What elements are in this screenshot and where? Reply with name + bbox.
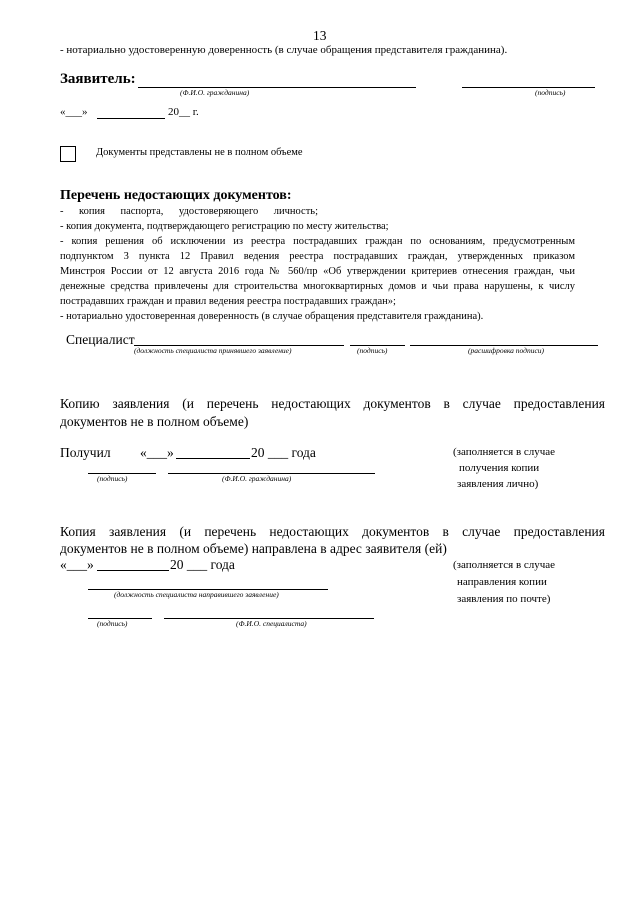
received-heading-line1: Копию заявления (и перечень недостающих документов в случае предоставления: [60, 396, 605, 411]
sent-date-year: 20 ___ года: [170, 557, 235, 572]
sent-fio-caption: (Ф.И.О. специалиста): [236, 619, 307, 628]
missing-documents-title: Перечень недостающих документов:: [60, 188, 292, 203]
applicant-fio-caption: (Ф.И.О. гражданина): [180, 88, 250, 97]
received-date-year: 20 ___ года: [251, 445, 316, 460]
applicant-sign-caption: (подпись): [535, 88, 566, 97]
list-item: - копия решения об исключении из реестра пострадавших граждан по основаниям, предусмотренным: [60, 236, 575, 247]
specialist-label: Специалист: [66, 332, 135, 347]
sent-heading-line2: документов не в полном объеме) направлена в адрес заявителя (ей): [60, 541, 447, 556]
sent-heading-line1: Копия заявления (и перечень недостающих документов в случае предоставления: [60, 524, 605, 539]
list-item: - копия паспорта, удостоверяющего личность;: [60, 206, 318, 217]
list-item: - копия документа, подтверждающего регистрацию по месту жительства;: [60, 221, 389, 232]
sent-date-month-line[interactable]: [97, 570, 169, 571]
specialist-decode-caption: (расшифровка подписи): [468, 346, 545, 355]
page-number: 13: [313, 28, 327, 43]
top-note: - нотариально удостоверенную доверенность (в случае обращения представителя гражданина).: [60, 44, 508, 56]
applicant-date-month-line[interactable]: [97, 118, 165, 119]
received-note-line1: (заполняется в случае: [453, 446, 556, 458]
incomplete-documents-checkbox[interactable]: [60, 146, 76, 162]
sent-date-open: «___»: [60, 557, 94, 572]
list-item: пострадавших граждан и правил ведения реестра пострадавших граждан»;: [60, 296, 396, 307]
received-date-open: «___»: [140, 445, 174, 460]
received-note-line2: получения копии: [459, 462, 540, 474]
specialist-position-caption: (должность специалиста принявшего заявление): [134, 346, 292, 355]
received-date-month-line[interactable]: [176, 458, 250, 459]
received-fio-caption: (Ф.И.О. гражданина): [222, 474, 292, 483]
specialist-sign-caption: (подпись): [357, 346, 388, 355]
sent-note-line3: заявления по почте): [457, 593, 551, 605]
list-item: Минстроя России от 12 августа 2016 года № 560/пр «Об утверждении критериев отнесения граждан, чьи: [60, 266, 575, 277]
applicant-sign-line[interactable]: [462, 87, 595, 88]
list-item: денежные средства привлечены для строительства многоквартирных домов и чьи права нарушены, к числу: [60, 281, 575, 292]
list-item: подпунктом 3 пункта 12 Правил ведения реестра пострадавших граждан, утвержденных приказом: [60, 251, 575, 262]
sent-sign-caption: (подпись): [97, 619, 128, 628]
sent-position-caption: (должность специалиста направившего заявление): [114, 590, 279, 599]
incomplete-documents-label: Документы представлены не в полном объеме: [96, 147, 303, 158]
applicant-label: Заявитель:: [60, 71, 136, 87]
sent-note-line1: (заполняется в случае: [453, 559, 556, 571]
sent-note-line2: направления копии: [457, 576, 547, 588]
list-item: - нотариально удостоверенная доверенность (в случае обращения представителя гражданина).: [60, 311, 484, 322]
received-label: Получил: [60, 445, 111, 460]
missing-documents-list: [60, 204, 575, 324]
received-sign-caption: (подпись): [97, 474, 128, 483]
received-note-line3: заявления лично): [457, 478, 539, 490]
applicant-date-year: 20__ г.: [168, 106, 199, 118]
applicant-date-open: «___»: [60, 106, 88, 118]
received-heading-line2: документов не в полном объеме): [60, 414, 249, 429]
